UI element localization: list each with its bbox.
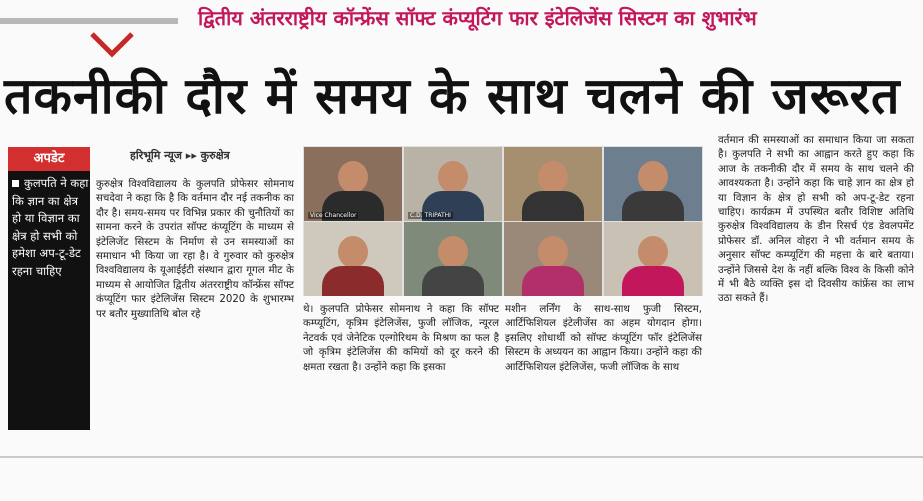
update-badge: अपडेट <box>8 147 90 171</box>
main-headline: तकनीकी दौर में समय के साथ चलने की जरूरत <box>4 67 901 125</box>
article-column-2: थे। कुलपति प्रोफेसर सोमनाथ ने कहा कि सॉफ्ट कम्प्यूटिंग, कृत्रिम इंटेलिजेंस, फुजी लॉजिक, न्यूरल नेटवर्क एवं जेनेटिक एल्गोरिथम के मिश्रण का फल है जो कृत्रिम इंटेलिजेंस की कमियों को दूर करने की क्षमता रखता है। उन्होंने कहा कि इसका <box>303 304 499 373</box>
article-column-4: वर्तमान की समस्याओं का समाधान किया जा सकता है। कुलपति ने सभी का आह्वान करते हुए कहा कि आज के तकनीकी दौर में समय के साथ चलने की आवश्यकता है। उन्होंने कहा कि चाहे ज्ञान का क्षेत्र हो या विज्ञान के क्षेत्र हो सभी को अप-टू-डेट रहना चाहिए। कार्यक्रम में उपस्थित बतौर विशिष्ट अतिथि कुरुक्षेत्र विश्वविद्यालय के डीन रिसर्च एंड डेवलपमेंट प्रोफेसर डॉ. अनिल वोहरा ने भी वर्तमान समय के अनुसार सॉफ्ट कम्प्यूटिंग की महत्ता के बारे बताया। उन्होंने जिससे देश के नहीं बल्कि विश्व के किसी कोने में भी बैठे व्यक्ति इस दो दिवसीय कांफ्रेंस का लाभ उठा सकते हैं। <box>718 135 914 305</box>
kicker-headline: द्वितीय अंतरराष्ट्रीय कॉन्फ्रेंस सॉफ्ट कंप्यूटिंग फार इंटेलिजेंस सिस्टम का शुभारंभ <box>198 6 757 30</box>
participant-tile <box>504 222 602 296</box>
article-column-1: कुरुक्षेत्र विश्वविद्यालय के कुलपति प्रोफेसर सोमनाथ सचदेवा ने कहा कि है कि वर्तमान दौर नई तकनीक का दौर है। समय-समय पर विभिन्न प्रकार की चुनौतियों का सामना करने के उपरांत सॉफ्ट कंप्यूटिंग के माध्यम से इंटेलिजेंट सिस्टम के निर्माण से उन समस्याओं का समाधान भी किया जा रहा है। वे गुरुवार को कुरुक्षेत्र विश्वविद्यालय के यूआईईटी संस्थान द्वारा गूगल मीट के माध्यम से आयोजित द्वितीय अंतरराष्ट्रीय कॉन्फ्रेंस सॉफ्ट कंप्यूटिंग फार इंटेलिजेंस सिस्टम 2020 के शुभारम्भ पर बतौर मुख्यातिथि बोल रहे <box>96 179 294 320</box>
bottom-rule <box>0 456 923 458</box>
participant-tile <box>404 222 502 296</box>
chevron-down-icon <box>90 32 134 58</box>
participant-tile: C.D. TRIPATHI <box>404 147 502 221</box>
top-rule <box>0 18 178 24</box>
byline: हरिभूमि न्यूज ▸▸ कुरुक्षेत्र <box>130 149 230 162</box>
article-column-3: मशीन लर्निंग के साथ-साथ फुजी सिस्टम, आर्टिफिशियल इंटेलीजेंस का अहम योगदान होगा। इसलिए शोधार्थी को सॉफ्ट कंप्यूटिंग फॉर इंटेलिजेंस सिस्टम के अध्ययन का आह्वान किया। उन्होंने कहा की आर्टिफिशियल इंटेलिजेंस, फजी लॉजिक के साथ <box>505 304 702 373</box>
update-text <box>12 175 90 280</box>
update-text-body: कुलपति ने कहा कि ज्ञान का क्षेत्र हो या विज्ञान का क्षेत्र हो सभी को हमेशा अप-टू-डेट रहना चाहिए <box>12 176 89 278</box>
participant-tile <box>304 222 402 296</box>
bullet-icon <box>12 180 19 187</box>
participant-tile: Vice Chancellor <box>304 147 402 221</box>
video-conference-photo <box>303 146 703 296</box>
participant-tile <box>604 147 702 221</box>
participant-tile <box>504 147 602 221</box>
participant-tile <box>604 222 702 296</box>
